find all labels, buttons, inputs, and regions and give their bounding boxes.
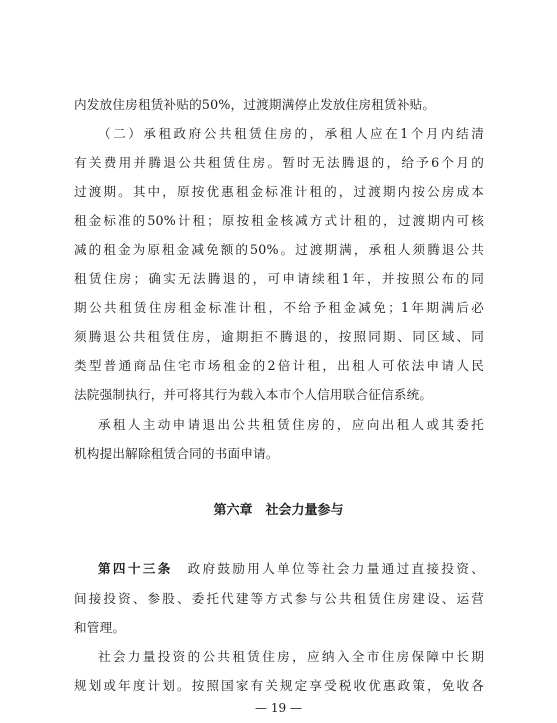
paragraph-line: 法院强制执行，并可将其行为载入本市个人信用联合征信系统。 xyxy=(74,387,433,402)
article-number: 第四十三条 xyxy=(98,561,173,576)
paragraph-line: （二）承租政府公共租赁住房的，承租人应在1个月内结清 xyxy=(98,126,484,141)
paragraph-line: 和管理。 xyxy=(74,620,126,635)
page-number: — 19 — xyxy=(255,701,302,715)
paragraph-line: 过渡期。其中，原按优惠租金标准计租的，过渡期内按公房成本 xyxy=(74,184,484,199)
chapter-heading: 第六章 社会力量参与 xyxy=(213,503,344,518)
article-text: 政府鼓励用人单位等社会力量通过直接投资、 xyxy=(187,561,485,576)
paragraph-line: 减的租金为原租金减免额的50%。过渡期满，承租人须腾退公共 xyxy=(74,242,484,257)
paragraph-line: 间接投资、参股、委托代建等方式参与公共租赁住房建设、运营 xyxy=(74,591,484,606)
paragraph-line: 有关费用并腾退公共租赁住房。暂时无法腾退的，给予6个月的 xyxy=(74,155,484,170)
paragraph-line: 机构提出解除租赁合同的书面申请。 xyxy=(74,446,279,461)
paragraph-line: 规划或年度计划。按照国家有关规定享受税收优惠政策，免收各 xyxy=(74,678,484,693)
paragraph-line: 内发放住房租赁补贴的50%，过渡期满停止发放住房租赁补贴。 xyxy=(74,97,436,112)
paragraph-line: 承租人主动申请退出公共租赁住房的，应向出租人或其委托 xyxy=(98,417,484,432)
article-first-line xyxy=(98,560,484,578)
paragraph-line: 租金标准的50%计租；原按租金核减方式计租的，过渡期内可核 xyxy=(74,213,484,228)
paragraph-line: 类型普通商品住宅市场租金的2倍计租，出租人可依法申请人民 xyxy=(74,358,484,373)
paragraph-line: 期公共租赁住房租金标准计租，不给予租金减免；1年期满后必 xyxy=(74,300,484,315)
paragraph-line: 租赁住房；确实无法腾退的，可申请续租1年，并按照公布的同 xyxy=(74,271,484,286)
paragraph-line: 社会力量投资的公共租赁住房，应纳入全市住房保障中长期 xyxy=(98,649,484,664)
paragraph-line: 须腾退公共租赁住房，逾期拒不腾退的，按照同期、同区域、同 xyxy=(74,329,484,344)
